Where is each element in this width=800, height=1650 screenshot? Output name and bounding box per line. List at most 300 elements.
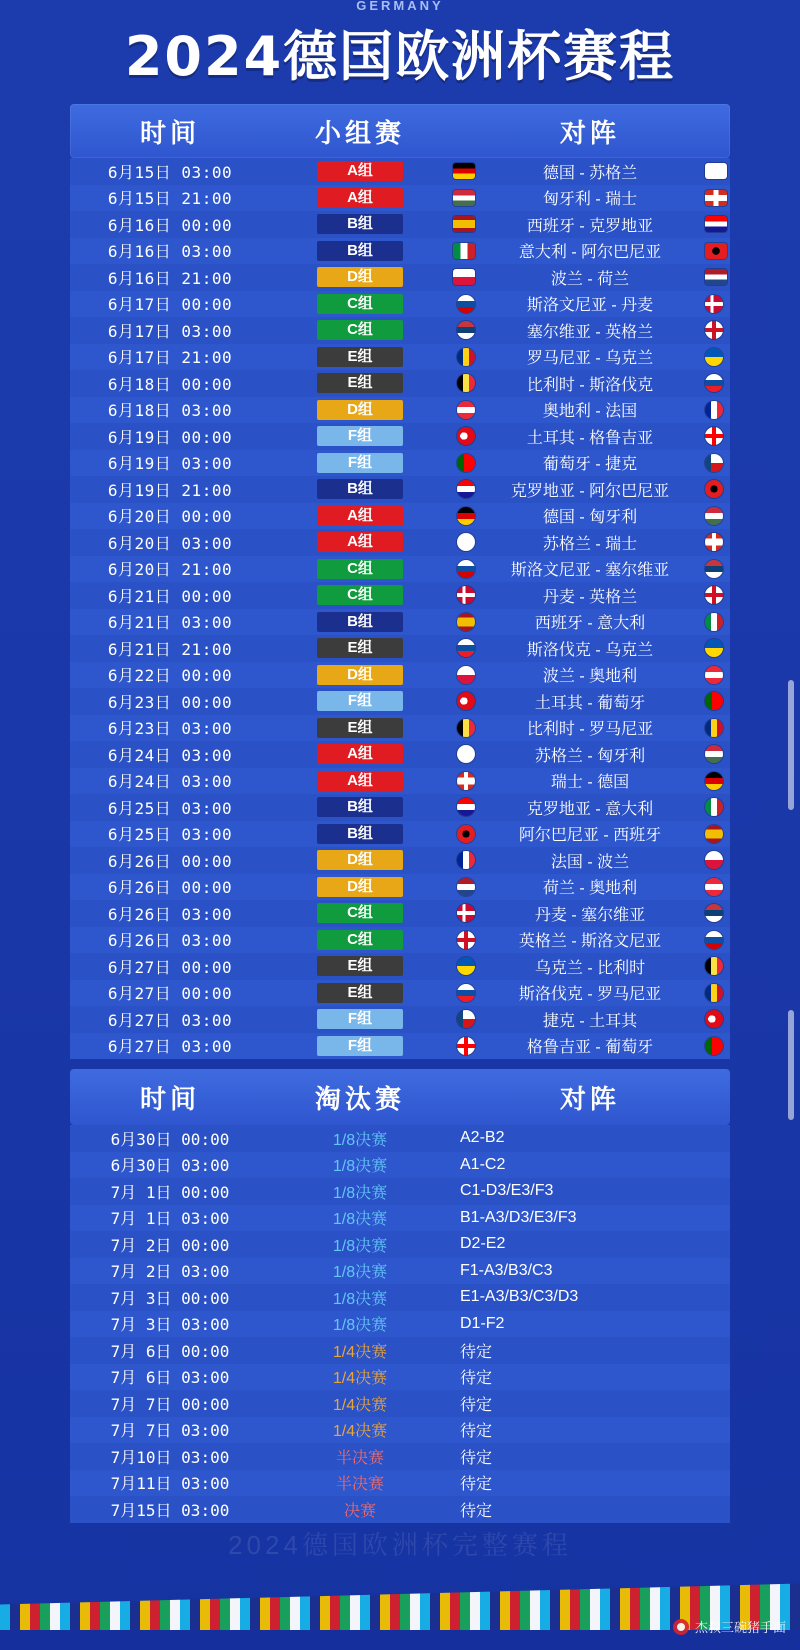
flag-icon-pt [705, 692, 723, 710]
group-col-time: 时间 [139, 117, 200, 148]
match-time: 7月 3日 03:00 [110, 1315, 230, 1335]
match-time: 6月26日 03:00 [107, 904, 233, 924]
table-row[interactable] [70, 688, 730, 715]
match-cell [450, 769, 730, 792]
flag-icon-tr [705, 1010, 723, 1028]
knockout-stage: 1/8决赛 [332, 1158, 388, 1176]
group-badge: C组 [317, 585, 403, 605]
group-badge-cell [270, 983, 450, 1003]
group-badge-cell [270, 400, 450, 420]
match-teams: 丹麦 - 英格兰 [542, 588, 638, 606]
flag-icon-de [705, 772, 723, 790]
knockout-pairing: A2-B2 [460, 1129, 505, 1147]
flag-icon-ch [705, 533, 723, 551]
match-cell [450, 398, 730, 421]
match-time: 6月27日 03:00 [107, 1037, 233, 1057]
group-col-stage: 小组赛 [314, 117, 405, 148]
knockout-stage: 1/8决赛 [332, 1237, 388, 1255]
flag-icon-ro [705, 719, 723, 737]
header-kicker: GERMANY [356, 0, 444, 13]
group-badge-cell [270, 532, 450, 552]
match-cell [450, 981, 730, 1004]
group-badge: A组 [317, 532, 403, 552]
match-time: 7月 7日 03:00 [110, 1421, 230, 1441]
match-teams: 荷兰 - 奥地利 [542, 880, 638, 898]
match-teams: 土耳其 - 葡萄牙 [534, 694, 646, 712]
flag-icon-at [705, 878, 723, 896]
group-badge-cell [270, 479, 450, 499]
match-time: 7月 6日 00:00 [110, 1341, 230, 1361]
group-badge-cell [270, 267, 450, 287]
flag-icon-si [457, 295, 475, 313]
match-time: 6月21日 21:00 [107, 639, 233, 659]
table-row[interactable] [70, 1125, 730, 1152]
group-badge: D组 [317, 400, 403, 420]
group-badge: A组 [317, 771, 403, 791]
match-time: 7月 2日 00:00 [110, 1235, 230, 1255]
table-row[interactable] [70, 158, 730, 185]
table-row[interactable] [70, 582, 730, 609]
match-cell [450, 160, 730, 183]
group-badge: B组 [317, 479, 403, 499]
group-badge: C组 [317, 559, 403, 579]
group-badge-cell [270, 426, 450, 446]
table-row[interactable] [70, 1390, 730, 1417]
flag-icon-eng [705, 321, 723, 339]
flag-icon-rs [705, 560, 723, 578]
credit-name: 杰叔三碗猪手面 [694, 1620, 786, 1635]
table-row[interactable] [70, 476, 730, 503]
match-time: 6月23日 03:00 [107, 719, 233, 739]
group-badge-cell [270, 188, 450, 208]
table-row[interactable] [70, 847, 730, 874]
group-badge-cell [270, 214, 450, 234]
table-row[interactable] [70, 397, 730, 424]
table-row[interactable] [70, 1470, 730, 1497]
table-row[interactable] [70, 609, 730, 636]
flag-icon-nl [705, 269, 727, 285]
match-cell [450, 1034, 730, 1057]
table-row[interactable] [70, 1205, 730, 1232]
match-cell [450, 266, 730, 289]
flag-icon-hu [705, 507, 723, 525]
match-cell [450, 557, 730, 580]
table-row[interactable] [70, 503, 730, 530]
flag-icon-hr [457, 798, 475, 816]
match-time: 6月21日 00:00 [107, 586, 233, 606]
group-badge: A组 [317, 744, 403, 764]
match-teams: 斯洛文尼亚 - 塞尔维亚 [510, 562, 670, 580]
table-row[interactable] [70, 211, 730, 238]
match-teams: 格鲁吉亚 - 葡萄牙 [526, 1039, 654, 1057]
match-cell [450, 584, 730, 607]
table-row[interactable] [70, 370, 730, 397]
table-row[interactable] [70, 874, 730, 901]
flag-icon-ua [457, 957, 475, 975]
match-teams: 比利时 - 斯洛伐克 [526, 376, 654, 394]
credit-badge [673, 1617, 786, 1636]
group-badge: F组 [317, 1009, 403, 1029]
table-row[interactable] [70, 1284, 730, 1311]
match-teams: 西班牙 - 克罗地亚 [526, 217, 654, 235]
match-cell [450, 504, 730, 527]
knockout-pairing: 待定 [460, 1476, 493, 1494]
match-time: 6月30日 00:00 [110, 1129, 230, 1149]
table-row[interactable] [70, 1231, 730, 1258]
group-badge: E组 [317, 956, 403, 976]
knockout-stage: 1/8决赛 [332, 1211, 388, 1229]
match-teams: 苏格兰 - 匈牙利 [534, 747, 646, 765]
match-cell [450, 213, 730, 236]
flag-icon-sk [457, 639, 475, 657]
table-row[interactable] [70, 980, 730, 1007]
match-teams: 比利时 - 罗马尼亚 [526, 721, 654, 739]
knockout-pairing: 待定 [460, 1396, 493, 1414]
match-teams: 奥地利 - 法国 [542, 403, 638, 421]
flag-icon-pl [453, 269, 475, 285]
group-badge: C组 [317, 930, 403, 950]
flag-icon-al [457, 825, 475, 843]
match-cell [450, 425, 730, 448]
knockout-pairing: 待定 [460, 1343, 493, 1361]
match-cell [450, 186, 730, 209]
table-row[interactable] [70, 900, 730, 927]
match-time: 6月20日 00:00 [107, 507, 233, 527]
table-row[interactable] [70, 821, 730, 848]
group-badge-cell [270, 797, 450, 817]
flag-icon-ge [457, 1037, 475, 1055]
flag-icon-hr [705, 216, 727, 232]
table-row[interactable] [70, 635, 730, 662]
match-time: 6月27日 00:00 [107, 957, 233, 977]
match-teams: 波兰 - 奥地利 [542, 668, 638, 686]
match-teams: 斯洛伐克 - 乌克兰 [526, 641, 654, 659]
flag-icon-sco [457, 745, 475, 763]
table-row[interactable] [70, 741, 730, 768]
flag-icon-sk [705, 374, 723, 392]
match-teams: 瑞士 - 德国 [550, 774, 630, 792]
flag-icon-dk [705, 295, 723, 313]
group-badge-cell [270, 877, 450, 897]
match-teams: 阿尔巴尼亚 - 西班牙 [518, 827, 662, 845]
table-row[interactable] [70, 715, 730, 742]
match-time: 6月18日 03:00 [107, 401, 233, 421]
match-time: 6月22日 00:00 [107, 666, 233, 686]
table-row[interactable] [70, 953, 730, 980]
table-row[interactable] [70, 794, 730, 821]
knockout-pairing: A1-C2 [460, 1155, 506, 1173]
match-cell [450, 478, 730, 501]
page-title: 2024德国欧洲杯赛程 [124, 25, 676, 88]
table-row[interactable] [70, 1178, 730, 1205]
match-time: 6月25日 03:00 [107, 798, 233, 818]
knockout-pairing: D2-E2 [460, 1235, 506, 1253]
match-cell [450, 716, 730, 739]
match-teams: 克罗地亚 - 意大利 [526, 800, 654, 818]
match-cell [450, 743, 730, 766]
group-badge-cell [270, 320, 450, 340]
group-badge-cell [270, 930, 450, 950]
match-time: 7月 6日 03:00 [110, 1368, 230, 1388]
scrollbar-thumb-upper[interactable] [788, 680, 794, 810]
knockout-stage: 1/8决赛 [332, 1131, 388, 1149]
flag-icon-dk [457, 586, 475, 604]
table-row[interactable] [70, 1443, 730, 1470]
match-cell [450, 875, 730, 898]
scrollbar-thumb-lower[interactable] [788, 1010, 794, 1120]
flag-icon-cz [457, 1010, 475, 1028]
group-col-match: 对阵 [559, 117, 620, 148]
poster-header [0, 0, 800, 96]
table-row[interactable] [70, 344, 730, 371]
flag-icon-dk [457, 904, 475, 922]
knockout-pairing: C1-D3/E3/F3 [460, 1182, 554, 1200]
match-teams: 斯洛伐克 - 罗马尼亚 [518, 986, 662, 1004]
group-badge-cell [270, 612, 450, 632]
group-badge: E组 [317, 638, 403, 658]
group-badge: D组 [317, 665, 403, 685]
match-time: 6月21日 03:00 [107, 613, 233, 633]
match-time: 7月11日 03:00 [110, 1474, 230, 1494]
match-cell [450, 637, 730, 660]
flag-icon-be [457, 719, 475, 737]
table-row[interactable] [70, 927, 730, 954]
match-time: 7月10日 03:00 [110, 1447, 230, 1467]
table-row[interactable] [70, 1006, 730, 1033]
flag-icon-be [457, 374, 475, 392]
flag-icon-de [453, 163, 475, 179]
match-time: 6月20日 03:00 [107, 533, 233, 553]
flag-icon-fr [705, 401, 723, 419]
match-teams: 英格兰 - 斯洛文尼亚 [518, 933, 662, 951]
knockout-pairing: 待定 [460, 1502, 493, 1520]
group-badge: F组 [317, 1036, 403, 1056]
match-time: 6月16日 21:00 [107, 268, 233, 288]
flag-icon-ch [705, 190, 727, 206]
flag-icon-de [457, 507, 475, 525]
table-row[interactable] [70, 1033, 730, 1060]
group-badge: D组 [317, 267, 403, 287]
group-badge-cell [270, 744, 450, 764]
group-badge-cell [270, 718, 450, 738]
weibo-icon [673, 1619, 689, 1635]
table-row[interactable] [70, 768, 730, 795]
ko-col-match: 对阵 [559, 1083, 620, 1114]
group-badge-cell [270, 559, 450, 579]
group-badge-cell [270, 691, 450, 711]
match-teams: 斯洛文尼亚 - 丹麦 [526, 297, 654, 315]
table-row[interactable] [70, 423, 730, 450]
flag-icon-rs [705, 904, 723, 922]
ko-col-time: 时间 [139, 1083, 200, 1114]
flag-icon-tr [457, 692, 475, 710]
flag-icon-es [705, 825, 723, 843]
group-badge: B组 [317, 612, 403, 632]
group-badge: B组 [317, 824, 403, 844]
match-time: 6月24日 03:00 [107, 772, 233, 792]
footer-watermark: 2024德国欧洲杯完整赛程 [228, 1530, 572, 1560]
match-time: 6月20日 21:00 [107, 560, 233, 580]
table-row[interactable] [70, 264, 730, 291]
table-row[interactable] [70, 1496, 730, 1523]
knockout-stage: 1/4决赛 [332, 1370, 388, 1388]
match-time: 6月16日 00:00 [107, 215, 233, 235]
group-badge-cell [270, 850, 450, 870]
table-row[interactable] [70, 1417, 730, 1444]
match-time: 7月 7日 00:00 [110, 1394, 230, 1414]
match-time: 6月15日 03:00 [107, 162, 233, 182]
table-row[interactable] [70, 238, 730, 265]
knockout-pairing: B1-A3/D3/E3/F3 [460, 1208, 577, 1226]
match-time: 6月19日 00:00 [107, 427, 233, 447]
knockout-pairing: D1-F2 [460, 1314, 505, 1332]
group-rows [70, 158, 730, 1059]
group-badge-cell [270, 824, 450, 844]
match-time: 6月26日 00:00 [107, 878, 233, 898]
match-time: 6月17日 21:00 [107, 348, 233, 368]
group-badge-cell [270, 161, 450, 181]
group-badge-cell [270, 956, 450, 976]
table-row[interactable] [70, 1311, 730, 1338]
match-time: 6月27日 00:00 [107, 984, 233, 1004]
group-badge: E组 [317, 373, 403, 393]
match-cell [450, 690, 730, 713]
match-teams: 丹麦 - 塞尔维亚 [534, 906, 646, 924]
match-teams: 土耳其 - 格鲁吉亚 [526, 429, 654, 447]
group-badge: C组 [317, 320, 403, 340]
match-cell [450, 796, 730, 819]
knockout-pairing: 待定 [460, 1423, 493, 1441]
group-badge-cell [270, 347, 450, 367]
match-time: 7月15日 03:00 [110, 1500, 230, 1520]
group-badge: B组 [317, 241, 403, 261]
match-time: 6月26日 03:00 [107, 931, 233, 951]
group-badge-cell [270, 665, 450, 685]
match-time: 6月15日 21:00 [107, 189, 233, 209]
group-badge-cell [270, 294, 450, 314]
match-time: 6月23日 00:00 [107, 692, 233, 712]
knockout-stage: 决赛 [343, 1502, 376, 1520]
match-cell [450, 955, 730, 978]
ko-col-stage: 淘汰赛 [314, 1083, 405, 1114]
match-time: 7月 2日 03:00 [110, 1262, 230, 1282]
match-time: 6月17日 03:00 [107, 321, 233, 341]
match-time: 7月 1日 00:00 [110, 1182, 230, 1202]
match-cell [450, 610, 730, 633]
table-row[interactable] [70, 662, 730, 689]
group-badge: C组 [317, 903, 403, 923]
flag-icon-hu [705, 745, 723, 763]
knockout-stage: 1/4决赛 [332, 1343, 388, 1361]
flag-icon-pt [705, 1037, 723, 1055]
match-teams: 波兰 - 荷兰 [550, 270, 630, 288]
table-row[interactable] [70, 291, 730, 318]
match-time: 6月17日 00:00 [107, 295, 233, 315]
group-badge: B组 [317, 797, 403, 817]
flag-icon-nl [457, 878, 475, 896]
group-badge-cell [270, 638, 450, 658]
match-teams: 塞尔维亚 - 英格兰 [526, 323, 654, 341]
table-row[interactable] [70, 529, 730, 556]
group-badge-cell [270, 373, 450, 393]
knockout-pairing: 待定 [460, 1370, 493, 1388]
table-row[interactable] [70, 556, 730, 583]
table-row[interactable] [70, 1337, 730, 1364]
match-teams: 捷克 - 土耳其 [542, 1012, 638, 1030]
knockout-pairing: E1-A3/B3/C3/D3 [460, 1288, 579, 1306]
group-badge: E组 [317, 718, 403, 738]
group-badge-cell [270, 1009, 450, 1029]
match-teams: 苏格兰 - 瑞士 [542, 535, 638, 553]
match-time: 6月16日 03:00 [107, 242, 233, 262]
table-row[interactable] [70, 1152, 730, 1179]
flag-icon-fr [457, 851, 475, 869]
match-cell [450, 239, 730, 262]
match-time: 6月25日 03:00 [107, 825, 233, 845]
knockout-pairing: F1-A3/B3/C3 [460, 1261, 553, 1279]
knockout-stage: 半决赛 [335, 1476, 384, 1494]
match-time: 6月18日 00:00 [107, 374, 233, 394]
flag-icon-pt [457, 454, 475, 472]
knockout-stage: 1/8决赛 [332, 1317, 388, 1335]
flag-icon-ch [457, 772, 475, 790]
group-badge-cell [270, 241, 450, 261]
match-teams: 克罗地亚 - 阿尔巴尼亚 [510, 482, 670, 500]
table-row[interactable] [70, 185, 730, 212]
knockout-rows [70, 1125, 730, 1523]
group-badge: F组 [317, 426, 403, 446]
match-time: 6月27日 03:00 [107, 1010, 233, 1030]
flag-icon-hu [453, 190, 475, 206]
table-row[interactable] [70, 450, 730, 477]
match-cell [450, 1008, 730, 1031]
group-badge: E组 [317, 983, 403, 1003]
flag-icon-it [453, 243, 475, 259]
match-cell [450, 928, 730, 951]
flag-icon-it [705, 613, 723, 631]
table-row[interactable] [70, 317, 730, 344]
flag-icon-al [705, 480, 723, 498]
match-cell [450, 292, 730, 315]
flag-icon-ro [457, 348, 475, 366]
match-cell [450, 451, 730, 474]
flag-icon-ge [705, 427, 723, 445]
schedule-board [70, 104, 730, 1523]
match-time: 6月19日 03:00 [107, 454, 233, 474]
flag-icon-hr [457, 480, 475, 498]
match-teams: 意大利 - 阿尔巴尼亚 [518, 244, 662, 262]
flag-icon-si [457, 560, 475, 578]
flag-icon-eng [705, 586, 723, 604]
flag-icon-it [705, 798, 723, 816]
match-cell [450, 345, 730, 368]
knockout-stage: 1/8决赛 [332, 1264, 388, 1282]
flag-icon-cz [705, 454, 723, 472]
group-badge-cell [270, 585, 450, 605]
match-time: 6月30日 03:00 [110, 1156, 230, 1176]
match-time: 6月26日 00:00 [107, 851, 233, 871]
table-row[interactable] [70, 1258, 730, 1285]
group-badge-cell [270, 1036, 450, 1056]
flag-icon-al [705, 243, 727, 259]
match-time: 6月19日 21:00 [107, 480, 233, 500]
flag-icon-ua [705, 639, 723, 657]
flag-icon-si [705, 931, 723, 949]
knockout-stage: 1/8决赛 [332, 1290, 388, 1308]
table-row[interactable] [70, 1364, 730, 1391]
match-cell [450, 372, 730, 395]
flag-icon-pl [457, 666, 475, 684]
